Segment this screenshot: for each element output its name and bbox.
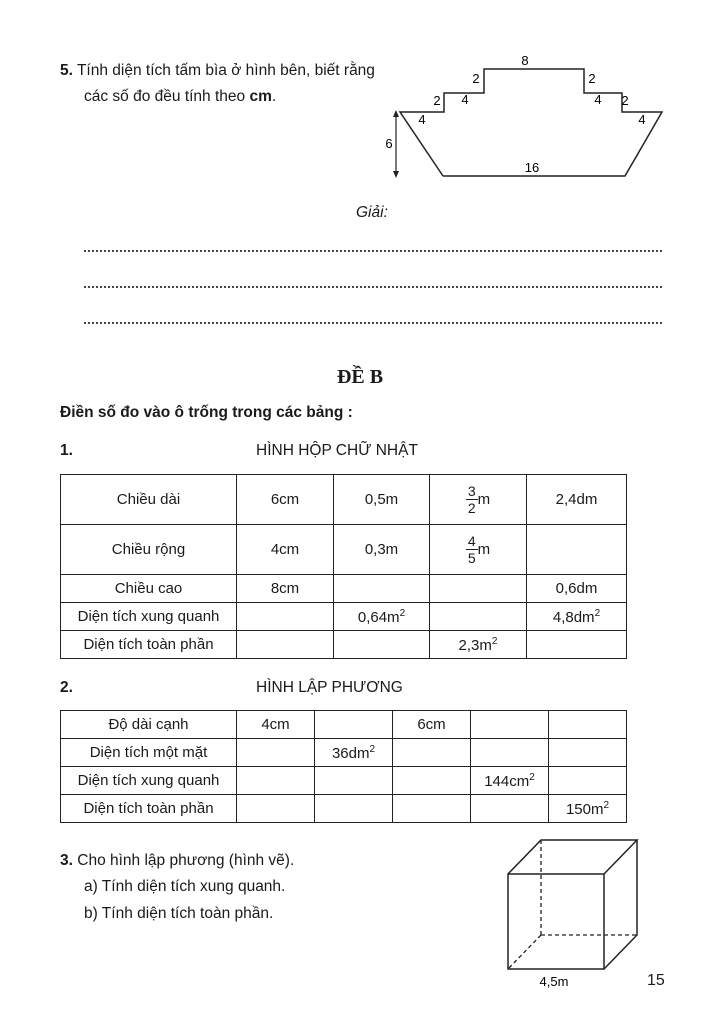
- empty-cell[interactable]: [549, 739, 627, 767]
- empty-cell[interactable]: [527, 525, 627, 575]
- table1-title: HÌNH HỘP CHỮ NHẬT: [256, 442, 418, 459]
- stepped-trapezoid-figure: [380, 50, 670, 185]
- solution-label: Giải:: [356, 204, 388, 221]
- question-3: 3. Cho hình lập phương (hình vẽ).: [60, 852, 295, 869]
- empty-cell[interactable]: [334, 631, 430, 659]
- svg-text:2: 2: [472, 71, 480, 86]
- empty-cell[interactable]: [315, 711, 393, 739]
- empty-cell[interactable]: [237, 795, 315, 823]
- svg-text:2: 2: [433, 93, 441, 108]
- empty-cell[interactable]: [430, 575, 527, 603]
- svg-text:2: 2: [621, 93, 629, 108]
- empty-cell[interactable]: [393, 767, 471, 795]
- table-row: Diện tích toàn phần $2,3m^2$: [61, 631, 627, 659]
- svg-text:4: 4: [638, 112, 646, 127]
- edge-label: 4,5m: [539, 974, 569, 989]
- table-row: Diện tích xung quanh $144cm^2$: [61, 767, 627, 795]
- question-number: 5.: [60, 62, 73, 79]
- table-row: Chiều dài 6cm 0,5m $\frac{3}{2}$ m 2,4dm: [61, 475, 627, 525]
- label-height: 6: [385, 136, 393, 151]
- empty-cell[interactable]: [527, 631, 627, 659]
- empty-cell[interactable]: [471, 739, 549, 767]
- cube-figure: [495, 832, 655, 994]
- unit-cm: cm: [249, 88, 272, 105]
- question-3b: b) Tính diện tích toàn phần.: [84, 905, 274, 922]
- svg-text:4: 4: [461, 92, 469, 107]
- question-text-line1: Tính diện tích tấm bìa ở hình bên, biết rằng: [76, 62, 375, 79]
- empty-cell[interactable]: [334, 575, 430, 603]
- empty-cell[interactable]: [393, 795, 471, 823]
- empty-cell[interactable]: [393, 739, 471, 767]
- empty-cell[interactable]: [471, 711, 549, 739]
- table2-number: 2.: [60, 679, 73, 696]
- empty-cell[interactable]: [315, 767, 393, 795]
- question-3a: a) Tính diện tích xung quanh.: [84, 878, 286, 895]
- label-top: 8: [521, 53, 529, 68]
- table-cube: [60, 710, 627, 823]
- answer-line[interactable]: [84, 286, 662, 288]
- empty-cell[interactable]: [430, 603, 527, 631]
- table-row: Chiều cao 8cm 0,6dm: [61, 575, 627, 603]
- empty-cell[interactable]: [237, 767, 315, 795]
- table-row: Diện tích một mặt $36dm^2$: [61, 739, 627, 767]
- empty-cell[interactable]: [237, 603, 334, 631]
- empty-cell[interactable]: [549, 711, 627, 739]
- table2-title: HÌNH LẬP PHƯƠNG: [256, 679, 403, 696]
- svg-text:4: 4: [418, 112, 426, 127]
- table-row: Diện tích xung quanh $0,64m^2$ $4,8dm^2$: [61, 603, 627, 631]
- empty-cell[interactable]: [237, 739, 315, 767]
- svg-text:4: 4: [594, 92, 602, 107]
- page-number: 15: [647, 972, 665, 989]
- table-row: Diện tích toàn phần $150m^2$: [61, 795, 627, 823]
- answer-line[interactable]: [84, 250, 662, 252]
- empty-cell[interactable]: [549, 767, 627, 795]
- table-row: Chiều rộng 4cm 0,3m $\frac{4}{5}$ m: [61, 525, 627, 575]
- svg-text:2: 2: [588, 71, 596, 86]
- empty-cell[interactable]: [471, 795, 549, 823]
- table-row: Độ dài cạnh 4cm 6cm: [61, 711, 627, 739]
- label-bottom: 16: [524, 160, 540, 175]
- instruction: Điền số đo vào ô trống trong các bảng :: [60, 404, 353, 421]
- table-rectangular-box: [60, 474, 627, 659]
- answer-line[interactable]: [84, 322, 662, 324]
- fraction: $\frac{4}{5}$ m: [467, 533, 491, 566]
- empty-cell[interactable]: [237, 631, 334, 659]
- empty-cell[interactable]: [315, 795, 393, 823]
- question-5: [60, 58, 375, 83]
- fraction: $\frac{3}{2}$ m: [467, 483, 491, 516]
- question-5-line2: các số đo đều tính theo cm.: [84, 88, 277, 105]
- table1-number: 1.: [60, 442, 73, 459]
- section-title: ĐỀ B: [336, 366, 384, 388]
